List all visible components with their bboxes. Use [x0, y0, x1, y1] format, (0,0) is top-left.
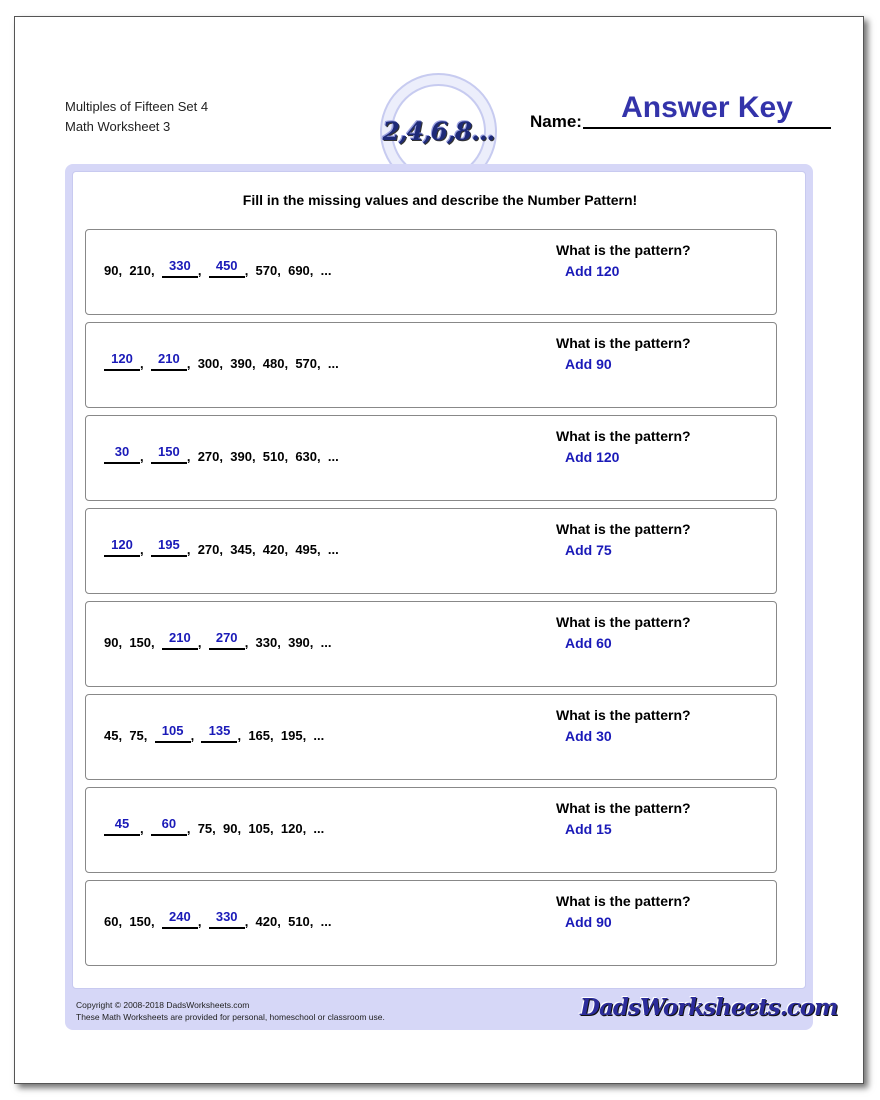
number-sequence	[104, 909, 331, 929]
term-separator: ,	[302, 728, 314, 743]
worksheet-title: Multiples of Fifteen Set 4	[65, 99, 209, 114]
term-separator: ,	[251, 449, 263, 464]
usage-text: These Math Worksheets are provided for personal, homeschool or classroom use.	[76, 1012, 385, 1022]
sequence-term: 390	[230, 449, 252, 464]
sequence-term: 90	[104, 263, 119, 278]
term-separator: ,	[118, 728, 130, 743]
term-separator: ,	[140, 356, 151, 371]
sequence-term: 90	[223, 821, 238, 836]
answer-blank[interactable]: 270	[209, 630, 245, 650]
sequence-term: 480	[262, 356, 285, 371]
term-separator: ,	[219, 356, 231, 371]
problem-row	[85, 508, 777, 594]
pattern-answer[interactable]: Add 120	[565, 263, 620, 279]
answer-key: Answer Key	[621, 91, 793, 124]
answer-blank[interactable]: 30	[104, 444, 140, 464]
term-separator: ,	[302, 821, 314, 836]
worksheet-subtitle: Math Worksheet 3	[65, 119, 171, 134]
sequence-term: 495	[295, 542, 318, 557]
sequence-term: 510	[288, 914, 310, 929]
answer-blank[interactable]: 150	[151, 444, 187, 464]
answer-blank[interactable]: 240	[162, 909, 198, 929]
pattern-question: What is the pattern?	[556, 335, 691, 351]
term-separator: ,	[140, 449, 151, 464]
term-separator: ,	[212, 821, 223, 836]
pattern-answer[interactable]: Add 120	[565, 449, 620, 465]
term-separator: ,	[140, 542, 151, 557]
term-separator: ,	[186, 542, 198, 557]
logo-text: 2,4,6,8...	[382, 117, 495, 146]
pattern-question: What is the pattern?	[556, 428, 691, 444]
sequence-term: 60	[104, 914, 119, 929]
term-separator: ,	[186, 356, 198, 371]
problem-row	[85, 694, 777, 780]
answer-blank[interactable]: 330	[209, 909, 245, 929]
term-separator: ,	[309, 914, 321, 929]
sequence-term: 195	[280, 728, 303, 743]
sequence-term: 390	[288, 635, 310, 650]
sequence-term: 270	[197, 542, 220, 557]
answer-blank[interactable]: 195	[151, 537, 187, 557]
term-separator: ,	[251, 542, 263, 557]
pattern-question: What is the pattern?	[556, 242, 691, 258]
sequence-term: 420	[262, 542, 285, 557]
pattern-answer[interactable]: Add 30	[565, 728, 612, 744]
term-separator: ,	[277, 263, 289, 278]
term-separator: ,	[151, 263, 162, 278]
problem-row	[85, 787, 777, 873]
pattern-answer[interactable]: Add 90	[565, 914, 612, 930]
answer-blank[interactable]: 450	[209, 258, 245, 278]
pattern-question: What is the pattern?	[556, 614, 691, 630]
term-separator: ,	[277, 635, 289, 650]
sequence-term: 90	[104, 635, 119, 650]
problem-row	[85, 601, 777, 687]
pattern-answer[interactable]: Add 90	[565, 356, 612, 372]
answer-blank[interactable]: 330	[162, 258, 198, 278]
number-sequence	[104, 816, 324, 836]
sequence-term: 45	[104, 728, 119, 743]
footer-brand-logo[interactable]: DadsWorksheets.com	[580, 994, 838, 1021]
answer-blank[interactable]: 210	[162, 630, 198, 650]
sequence-term: 300	[197, 356, 220, 371]
footer-copyright	[76, 999, 385, 1023]
term-separator: ,	[284, 542, 296, 557]
term-separator: ,	[237, 728, 249, 743]
term-separator: ,	[317, 542, 328, 557]
number-sequence	[104, 723, 324, 743]
term-separator: ,	[244, 263, 256, 278]
answer-blank[interactable]: 60	[151, 816, 187, 836]
name-line	[583, 127, 831, 129]
sequence-term: 345	[230, 542, 252, 557]
pattern-question: What is the pattern?	[556, 800, 691, 816]
pattern-answer[interactable]: Add 15	[565, 821, 612, 837]
sequence-term: 330	[255, 635, 278, 650]
problem-row	[85, 229, 777, 315]
sequence-term: 120	[280, 821, 303, 836]
term-separator: ,	[118, 635, 130, 650]
sequence-ellipsis: ...	[327, 542, 339, 557]
term-separator: ,	[197, 263, 209, 278]
number-sequence	[104, 537, 339, 557]
sequence-term: 210	[129, 263, 152, 278]
answer-blank[interactable]: 120	[104, 537, 140, 557]
term-separator: ,	[219, 449, 231, 464]
sequence-term: 105	[248, 821, 271, 836]
number-sequence	[104, 444, 339, 464]
term-separator: ,	[197, 914, 209, 929]
sequence-term: 150	[129, 914, 152, 929]
answer-blank[interactable]: 105	[155, 723, 191, 743]
pattern-answer[interactable]: Add 75	[565, 542, 612, 558]
term-separator: ,	[309, 635, 321, 650]
name-label: Name:	[530, 112, 582, 131]
term-separator: ,	[186, 821, 198, 836]
answer-blank[interactable]: 210	[151, 351, 187, 371]
sequence-term: 510	[262, 449, 285, 464]
sequence-term: 270	[197, 449, 220, 464]
sequence-term: 630	[295, 449, 318, 464]
worksheet-frame	[65, 164, 838, 1030]
term-separator: ,	[270, 728, 281, 743]
sequence-ellipsis: ...	[327, 356, 339, 371]
number-sequence	[104, 258, 331, 278]
term-separator: ,	[309, 263, 321, 278]
pattern-answer[interactable]: Add 60	[565, 635, 612, 651]
term-separator: ,	[151, 914, 162, 929]
sequence-term: 420	[255, 914, 278, 929]
worksheet-page	[14, 16, 864, 1084]
number-sequence	[104, 351, 339, 371]
term-separator: ,	[270, 821, 281, 836]
sequence-term: 165	[248, 728, 271, 743]
problem-row	[85, 322, 777, 408]
term-separator: ,	[118, 914, 130, 929]
term-separator: ,	[219, 542, 231, 557]
sequence-ellipsis: ...	[320, 914, 332, 929]
pattern-question: What is the pattern?	[556, 893, 691, 909]
sequence-term: 690	[288, 263, 310, 278]
term-separator: ,	[140, 821, 151, 836]
sequence-term: 75	[129, 728, 144, 743]
pattern-question: What is the pattern?	[556, 521, 691, 537]
answer-blank[interactable]: 135	[201, 723, 237, 743]
title-block	[65, 97, 208, 137]
problem-row	[85, 415, 777, 501]
sequence-ellipsis: ...	[320, 263, 332, 278]
problem-row	[85, 880, 777, 966]
term-separator: ,	[118, 263, 130, 278]
term-separator: ,	[284, 449, 296, 464]
sequence-term: 570	[255, 263, 278, 278]
sequence-ellipsis: ...	[327, 449, 339, 464]
sequence-ellipsis: ...	[313, 821, 325, 836]
term-separator: ,	[284, 356, 296, 371]
pattern-question: What is the pattern?	[556, 707, 691, 723]
sequence-term: 390	[230, 356, 252, 371]
term-separator: ,	[244, 635, 256, 650]
sequence-term: 75	[197, 821, 213, 836]
term-separator: ,	[317, 356, 328, 371]
term-separator: ,	[237, 821, 249, 836]
instructions: Fill in the missing values and describe the Number Pattern!	[242, 192, 638, 208]
number-sequence	[104, 630, 331, 650]
term-separator: ,	[186, 449, 198, 464]
answer-blank[interactable]: 120	[104, 351, 140, 371]
sequence-term: 150	[129, 635, 152, 650]
sequence-ellipsis: ...	[313, 728, 325, 743]
term-separator: ,	[317, 449, 328, 464]
term-separator: ,	[190, 728, 202, 743]
term-separator: ,	[251, 356, 263, 371]
worksheet-content	[72, 171, 806, 989]
term-separator: ,	[151, 635, 162, 650]
sequence-term: 570	[295, 356, 318, 371]
sequence-ellipsis: ...	[320, 635, 332, 650]
term-separator: ,	[244, 914, 256, 929]
term-separator: ,	[277, 914, 289, 929]
term-separator: ,	[197, 635, 209, 650]
term-separator: ,	[143, 728, 155, 743]
answer-blank[interactable]: 45	[104, 816, 140, 836]
copyright-text: Copyright © 2008-2018 DadsWorksheets.com	[76, 1000, 250, 1010]
